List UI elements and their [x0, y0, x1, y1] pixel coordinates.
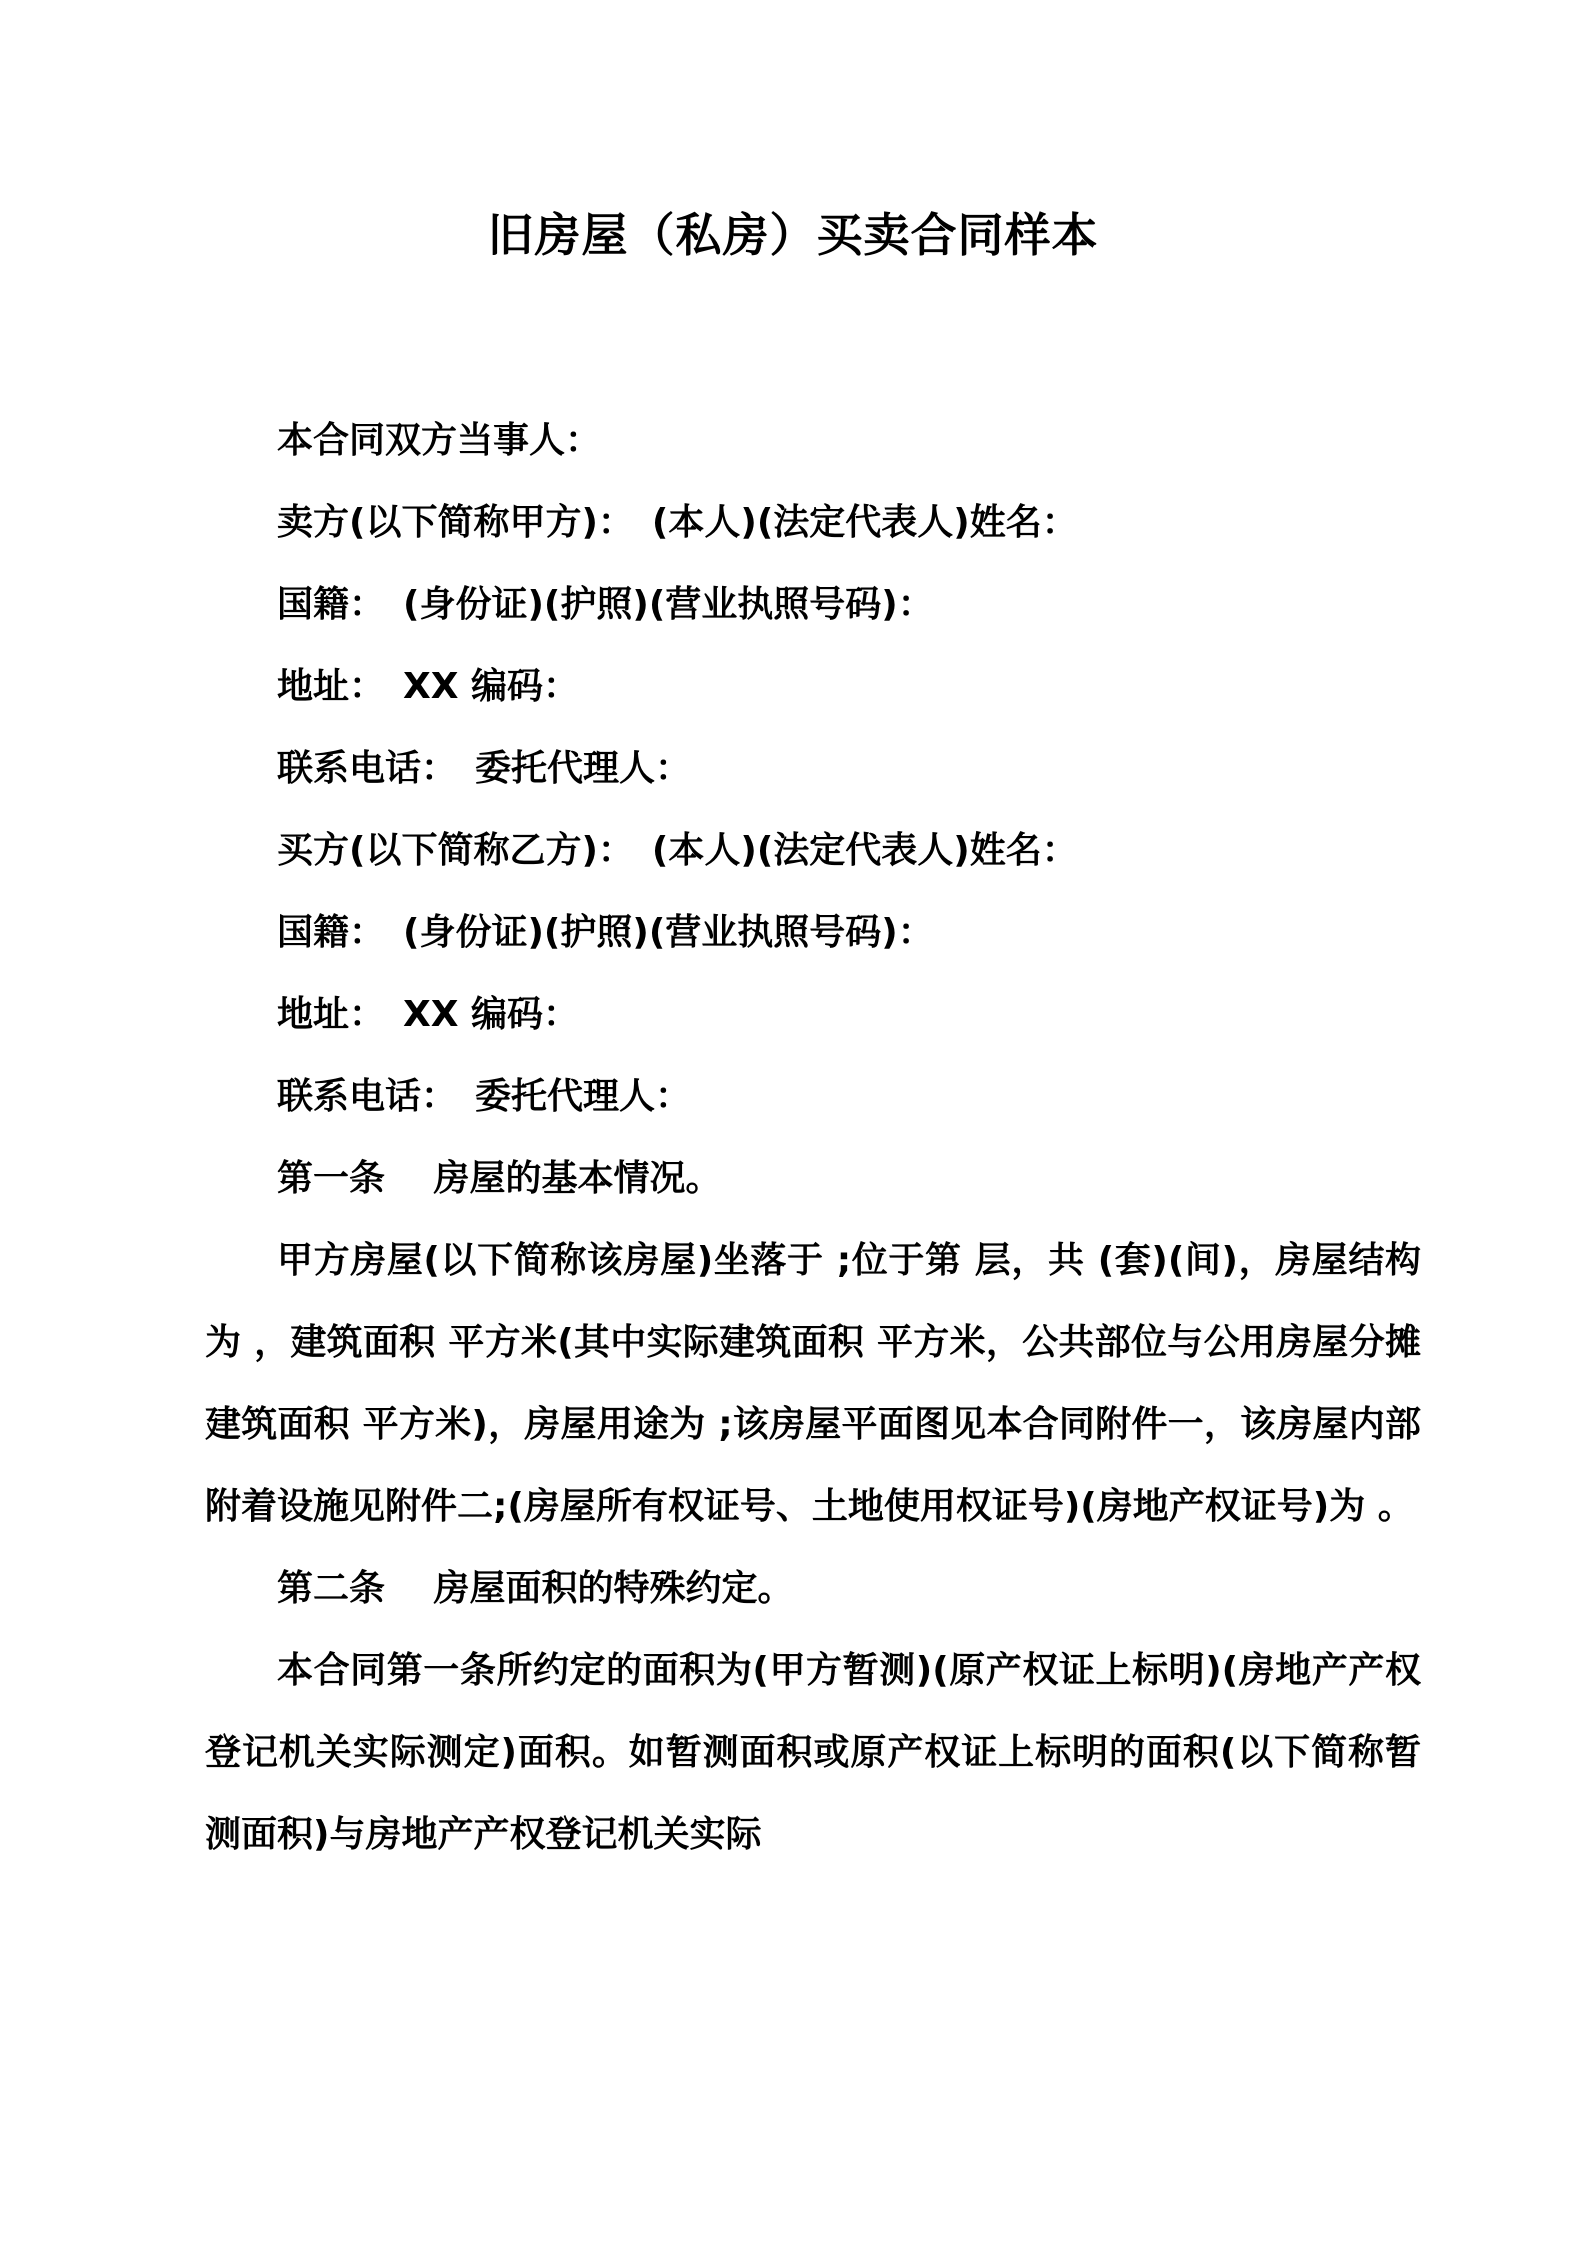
paragraph-article-2-body: 本合同第一条所约定的面积为(甲方暂测)(原产权证上标明)(房地产产权登记机关实际测定)面积。如暂测面积或原产权证上标明的面积(以下简称暂测面积)与房地产产权登记机关实际	[205, 1650, 1421, 1855]
paragraph-seller-name: 卖方(以下简称甲方)： (本人)(法定代表人)姓名：	[277, 502, 1078, 543]
paragraph-buyer-name: 买方(以下简称乙方)： (本人)(法定代表人)姓名：	[277, 830, 1078, 871]
document-body	[205, 400, 1421, 1876]
document-title: 旧房屋（私房）买卖合同样本	[487, 208, 1099, 262]
paragraph-buyer-address: 地址： XX 编码：	[277, 994, 580, 1035]
paragraph-buyer-id: 国籍： (身份证)(护照)(营业执照号码)：	[277, 912, 934, 953]
paragraph-article-1-body: 甲方房屋(以下简称该房屋)坐落于 ;位于第 层，共 (套)(间)，房屋结构为 ，建筑面积 平方米(其中实际建筑面积 平方米，公共部位与公用房屋分摊建筑面积 平方米)，房屋用途为 ;该房屋平面图见本合同附件一，该房屋内部附着设施见附件二;(房屋所有权证号、土地使用权证号)(房地产权证号)为 。	[205, 1240, 1421, 1527]
paragraph-seller-phone: 联系电话： 委托代理人：	[277, 748, 692, 789]
paragraph-buyer-phone: 联系电话： 委托代理人：	[277, 1076, 692, 1117]
paragraph-seller-id: 国籍： (身份证)(护照)(营业执照号码)：	[277, 584, 934, 625]
paragraph-parties-intro: 本合同双方当事人：	[277, 420, 602, 461]
paragraph-article-2-heading: 第二条 房屋面积的特殊约定。	[277, 1568, 794, 1609]
paragraph-article-1-heading: 第一条 房屋的基本情况。	[277, 1158, 722, 1199]
paragraph-seller-address: 地址： XX 编码：	[277, 666, 580, 707]
